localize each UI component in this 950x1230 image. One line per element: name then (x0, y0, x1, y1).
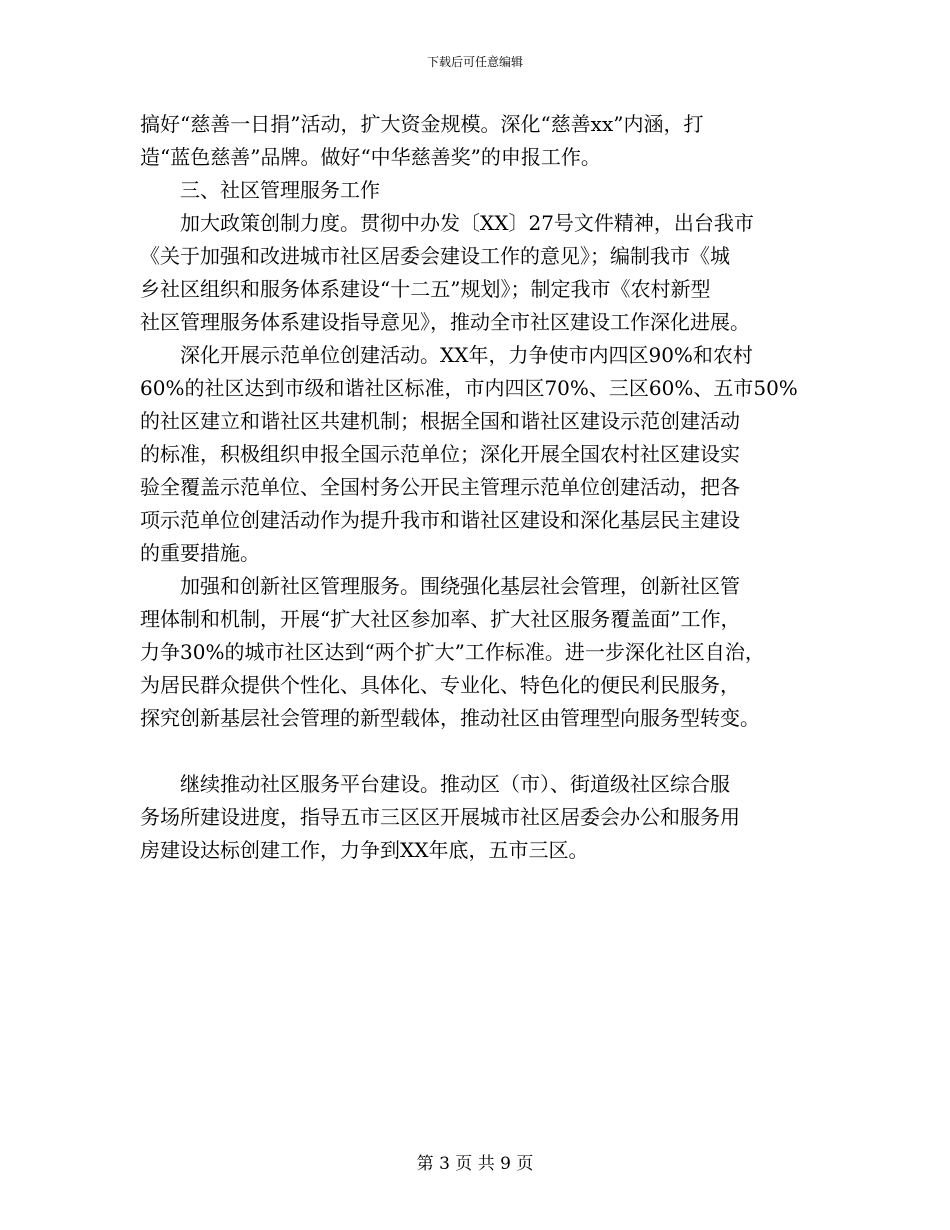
body-line: 探究创新基层社会管理的新型载体，推动社区由管理型向服务型转变。 (140, 706, 760, 730)
section-heading: 三、社区管理服务工作 (140, 178, 380, 202)
blank-line (140, 735, 820, 768)
body-line: 造“蓝色慈善”品牌。做好“中华慈善奖”的申报工作。 (140, 145, 601, 169)
body-line: 深化开展示范单位创建活动。XX年，力争使市内四区90%和农村 (140, 343, 753, 367)
document-body (140, 108, 820, 867)
body-line: 项示范单位创建活动作为提升我市和谐社区建设和深化基层民主建设 (140, 508, 740, 532)
body-line: 房建设达标创建工作，力争到XX年底，五市三区。 (140, 838, 589, 862)
body-line: 的重要措施。 (140, 541, 260, 565)
body-line: 力争30%的城市社区达到“两个扩大”工作标准。进一步深化社区自治， (140, 640, 765, 664)
body-line: 60%的社区达到市级和谐社区标准，市内四区70%、三区60%、五市50% (140, 376, 798, 400)
body-line: 理体制和机制，开展“扩大社区参加率、扩大社区服务覆盖面”工作， (140, 607, 741, 631)
body-line: 务场所建设进度，指导五市三区区开展城市社区居委会办公和服务用 (140, 805, 740, 829)
body-line: 加大政策创制力度。贯彻中办发〔XX〕27号文件精神，出台我市 (140, 211, 754, 235)
body-line: 加强和创新社区管理服务。围绕强化基层社会管理，创新社区管 (140, 574, 740, 598)
body-line: 社区管理服务体系建设指导意见》，推动全市社区建设工作深化进展。 (140, 310, 750, 334)
body-line: 验全覆盖示范单位、全国村务公开民主管理示范单位创建活动，把各 (140, 475, 740, 499)
page-header: 下载后可任意编辑 (426, 55, 523, 69)
body-line: 《关于加强和改进城市社区居委会建设工作的意见》；编制我市《城 (140, 244, 730, 268)
page-footer: 第 3 页 共 9 页 (416, 1154, 534, 1174)
body-line: 的社区建立和谐社区共建机制；根据全国和谐社区建设示范创建活动 (140, 409, 740, 433)
body-line: 继续推动社区服务平台建设。推动区（市）、街道级社区综合服 (140, 772, 730, 796)
body-line: 乡社区组织和服务体系建设“十二五”规划》；制定我市《农村新型 (140, 277, 711, 301)
body-line: 搞好“慈善一日捐”活动，扩大资金规模。深化“慈善xx”内涵，打 (140, 112, 704, 136)
body-line: 的标准，积极组织申报全国示范单位；深化开展全国农村社区建设实 (140, 442, 740, 466)
body-line: 为居民群众提供个性化、具体化、专业化、特色化的便民利民服务， (140, 673, 740, 697)
